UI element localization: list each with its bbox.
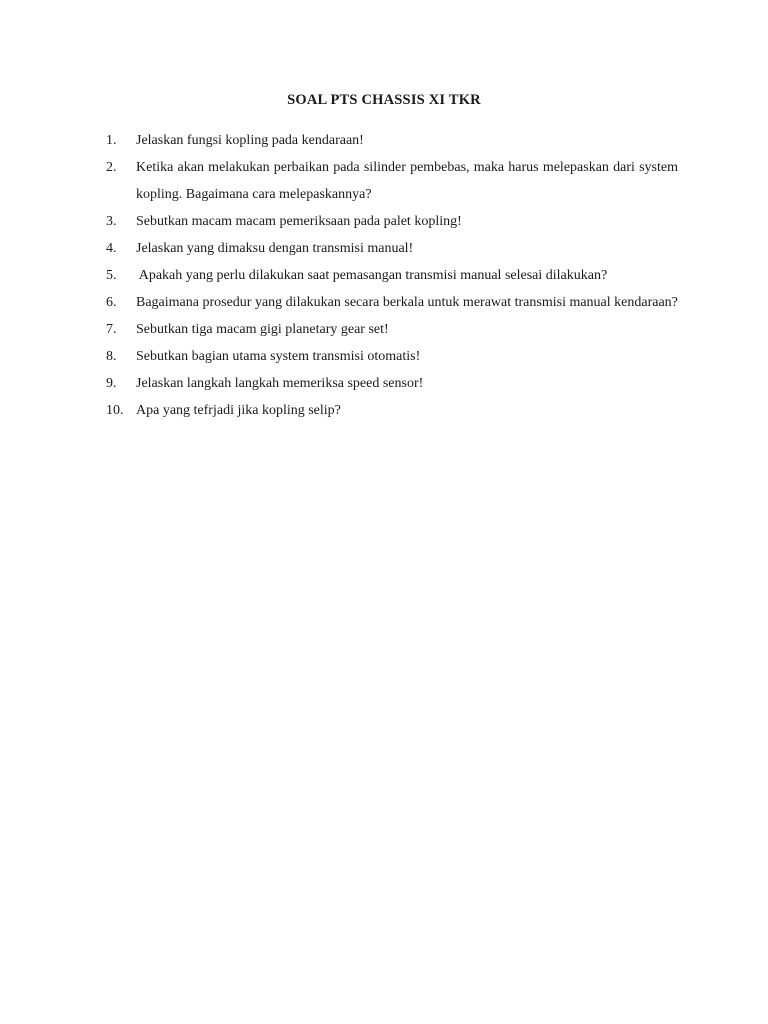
question-number: 2. [106, 160, 117, 175]
question-text: Jelaskan yang dimaksu dengan transmisi manual! [136, 241, 414, 256]
question-text: Apakah yang perlu dilakukan saat pemasangan transmisi manual selesai dilakukan? [136, 268, 608, 283]
question-item [106, 370, 678, 397]
question-number: 10. [106, 403, 124, 418]
question-text: Sebutkan macam macam pemeriksaan pada palet kopling! [136, 214, 462, 229]
question-item [106, 127, 678, 154]
question-text: Sebutkan bagian utama system transmisi otomatis! [136, 349, 421, 364]
question-item [106, 343, 678, 370]
question-number: 5. [106, 268, 117, 283]
question-number: 9. [106, 376, 117, 391]
question-item [106, 262, 678, 289]
question-text: Jelaskan langkah langkah memeriksa speed sensor! [136, 376, 424, 391]
question-number: 4. [106, 241, 117, 256]
question-item [106, 235, 678, 262]
question-item [106, 397, 678, 424]
question-item [106, 289, 678, 316]
question-item [106, 208, 678, 235]
question-number: 3. [106, 214, 117, 229]
question-list [106, 127, 678, 424]
question-text: Ketika akan melakukan perbaikan pada silinder pembebas, maka harus melepaskan dari system kopling. Bagaimana cara melepaskannya? [136, 160, 678, 202]
question-number: 6. [106, 295, 117, 310]
document-title: SOAL PTS CHASSIS XI TKR [287, 92, 481, 108]
question-text: Bagaimana prosedur yang dilakukan secara berkala untuk merawat transmisi manual kendaraan? [136, 295, 678, 310]
question-item [106, 316, 678, 343]
question-number: 7. [106, 322, 117, 337]
question-text: Jelaskan fungsi kopling pada kendaraan! [136, 133, 364, 148]
question-item [106, 154, 678, 208]
question-text: Apa yang tefrjadi jika kopling selip? [136, 403, 341, 418]
question-number: 8. [106, 349, 117, 364]
question-number: 1. [106, 133, 117, 148]
question-text: Sebutkan tiga macam gigi planetary gear set! [136, 322, 389, 337]
